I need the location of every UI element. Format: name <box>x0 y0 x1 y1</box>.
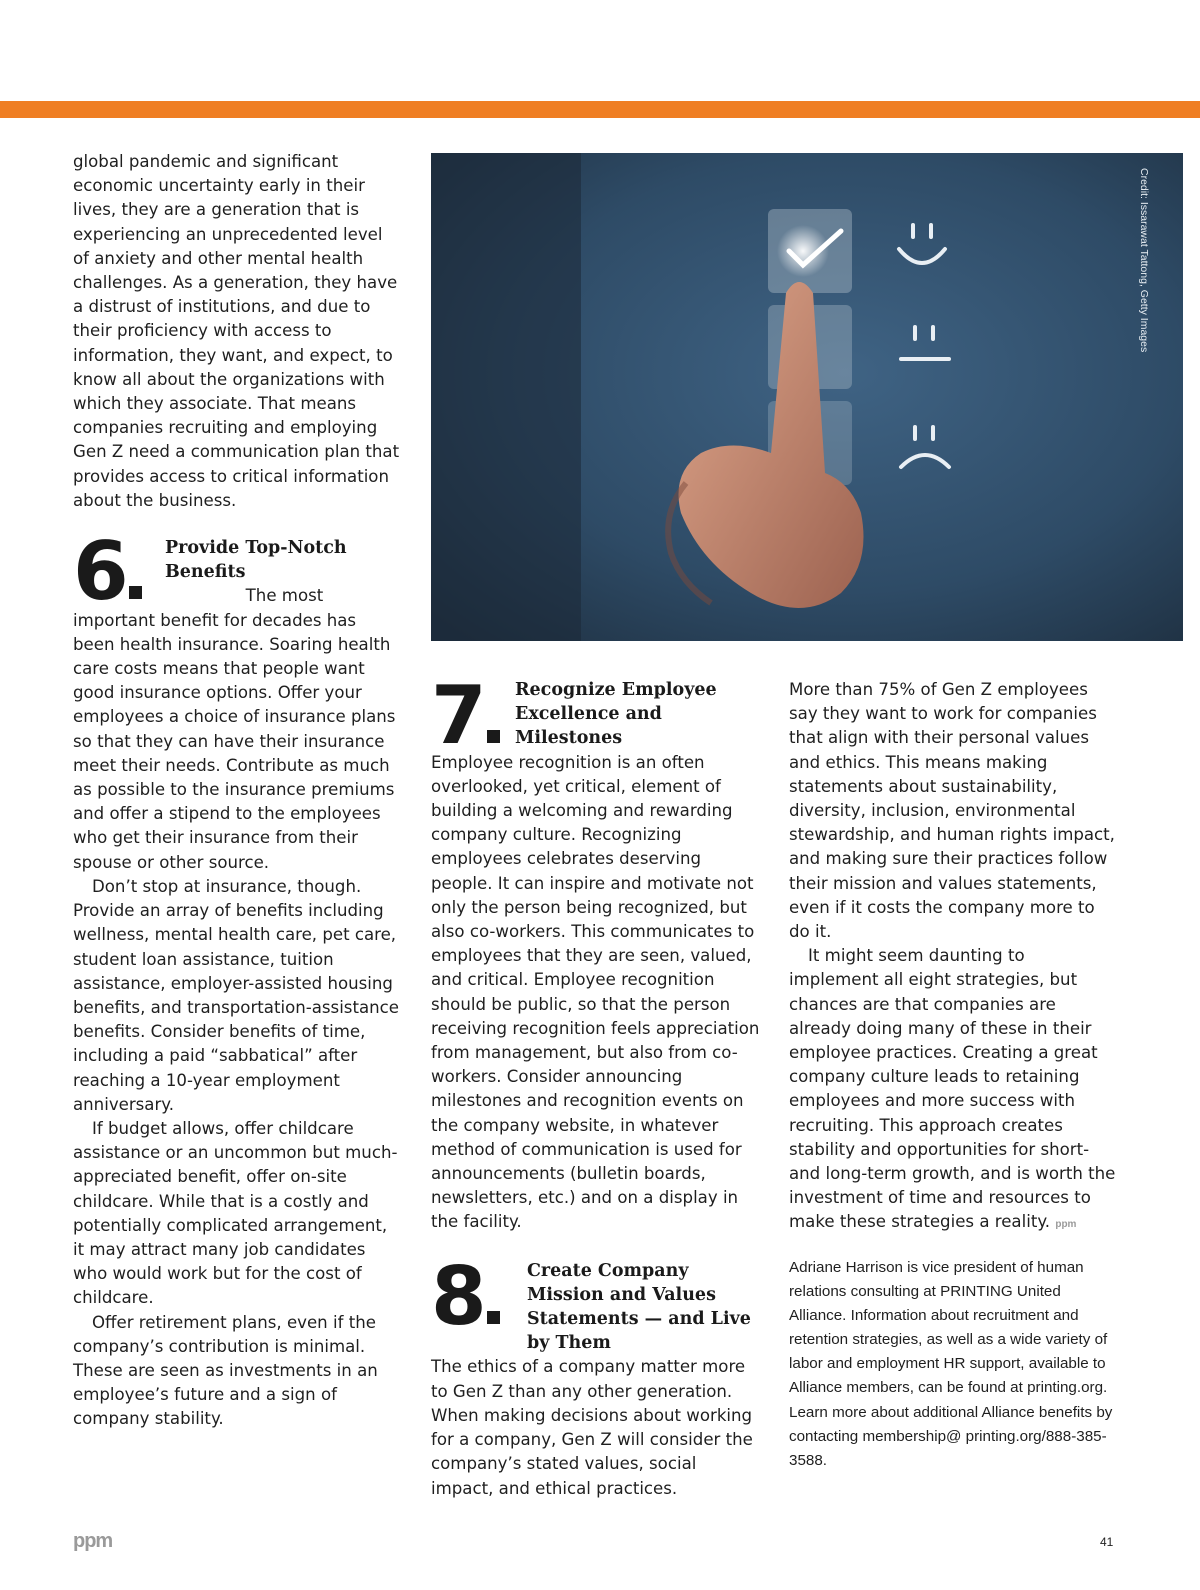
number-square-mark <box>487 1311 500 1324</box>
header-accent-bar <box>0 101 1200 118</box>
number-square-mark <box>487 730 500 743</box>
section-8-heading: Create Company Mission and Values Statements — and Live by Them <box>527 1260 751 1354</box>
section-6-paragraph-4: Offer retirement plans, even if the company’s contribution is minimal. These are seen as investments in an employee’s future and a sign of company stability. <box>73 1312 378 1429</box>
page-number: 41 <box>1100 1535 1114 1549</box>
intro-paragraph: global pandemic and significant economic uncertainty early in their lives, they are a generation that is experiencing an unprecedented level of anxiety and other mental health challenges. As a generation, they have a distrust of institutions, and due to their proficiency with access to information, they want, and expect, to know all about the organizations with which they associate. That means companies recruiting and employing Gen Z need a communication plan that provides access to critical information about the business. <box>73 152 400 510</box>
column-2 <box>431 669 761 1501</box>
column-1 <box>73 150 401 1432</box>
section-number <box>431 1249 500 1343</box>
section-7-heading: Recognize Employee Excellence and Milestones <box>515 680 717 749</box>
section-6-number: 6 <box>73 525 125 619</box>
number-square-mark <box>129 586 142 599</box>
footer-logo: ppm <box>73 1530 113 1552</box>
photo-credit: Credit: Issarawat Tattong, Getty Images <box>1138 168 1150 353</box>
section-number <box>73 525 142 619</box>
section-7-number: 7 <box>431 669 483 762</box>
section-6 <box>73 525 401 1432</box>
end-mark: ppm <box>1055 1219 1077 1231</box>
section-6-paragraph-3: If budget allows, offer childcare assistance or an uncommon but much-appreciated benefit, offer on-site childcare. While that is a costly and potentially complicated arrangement, it may attract many job candidates who would work but for the cost of childcare. <box>73 1118 398 1308</box>
column-3 <box>789 678 1119 1238</box>
author-bio: Adriane Harrison is vice president of human relations consulting at PRINTING United Alliance. Information about recruitment and retention strategies, as well as a wide variety of labor and employment HR support, available to Alliance members, can be found at printing.org. Learn more about additional Alliance benefits by contacting membership@ printing.org/888-385-3588. <box>789 1259 1113 1469</box>
section-8 <box>431 1249 761 1501</box>
section-number <box>431 669 500 762</box>
section-8-number: 8 <box>431 1249 483 1343</box>
photo-illustration <box>431 153 1183 641</box>
col3-paragraph-1: More than 75% of Gen Z employees say they want to work for companies that align with their personal values and ethics. This means making statements about sustainability, diversity, inclusion, environmental stewardship, and human rights impact, and making sure their practices follow their mission and values statements, even if it costs the company more to do it. <box>789 680 1115 942</box>
section-6-lead: The most important benefit for decades has been health insurance. Soaring health care costs means that people want good insurance options. Offer your employees a choice of insurance plans so that they can have their insurance meet their needs. Contribute as much as possible to the insurance premiums and offer a stipend to the employees who get their insurance from their spouse or other source. <box>73 586 396 872</box>
section-7 <box>431 669 761 1235</box>
section-6-paragraph-2: Don’t stop at insurance, though. Provide an array of benefits including wellness, mental health care, pet care, student loan assistance, tuition assistance, employer-assisted housing benefits, and transportation-assistance benefits. Consider benefits of time, including a paid “sabbatical” after reaching a 10-year employment anniversary. <box>73 876 399 1114</box>
section-7-body: Employee recognition is an often overlooked, yet critical, element of building a welcoming and rewarding company culture. Recognizing employees celebrates deserving people. It can inspire and motivate not only the person being recognized, but also co-workers. This communicates to employees that they are seen, valued, and critical. Employee recognition should be public, so that the person receiving recognition feels appreciation from management, but also from co-workers. Consider announcing milestones and recognition events on the company website, in whatever method of communication is used for announcements (bulletin boards, newsletters, etc.) and on a display in the facility. <box>431 752 760 1232</box>
col3-paragraph-2: It might seem daunting to implement all eight strategies, but chances are that companies are already doing many of these in their employee practices. Creating a great company culture leads to retaining employees and more success with recruiting. This approach creates stability and opportunities for short- and long-term growth, and is worth the investment of time and resources to make these strategies a reality. ppm <box>789 946 1116 1232</box>
hero-photo <box>431 153 1183 641</box>
section-8-body: The ethics of a company matter more to Gen Z than any other generation. When making decisions about working for a company, Gen Z will consider the company’s stated values, social impact, and ethical practices. <box>431 1357 753 1498</box>
section-6-heading: Provide Top-Notch Benefits <box>165 538 347 583</box>
